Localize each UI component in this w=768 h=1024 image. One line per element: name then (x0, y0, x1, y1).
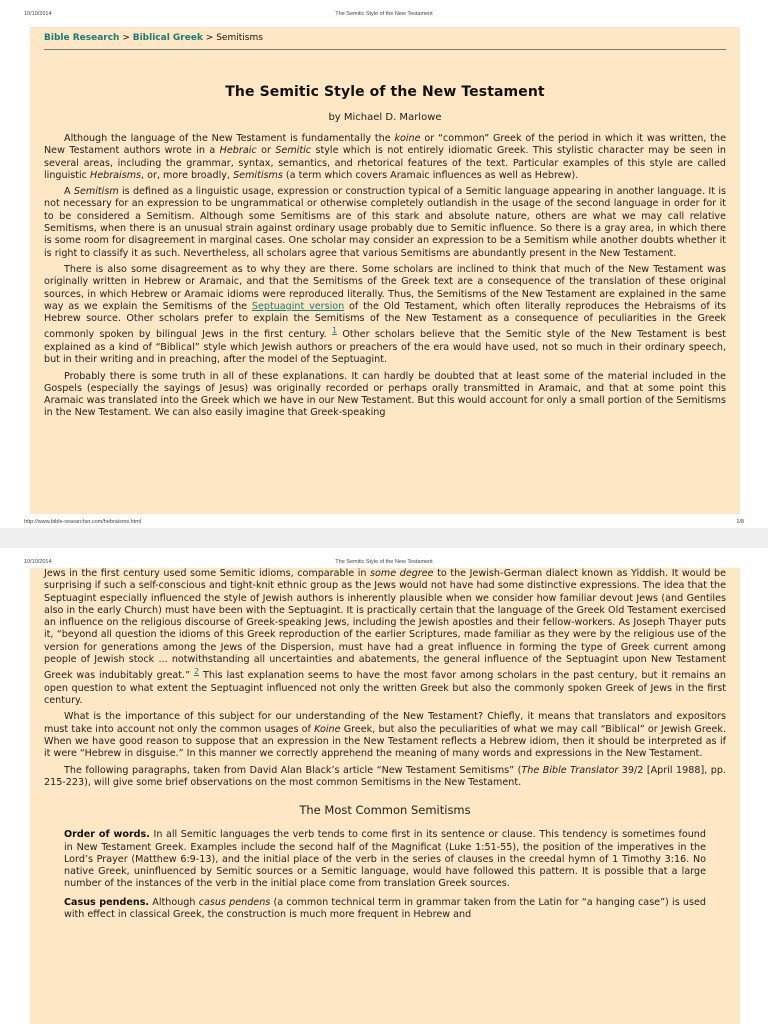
breadcrumb-current: Semitisms (216, 33, 263, 43)
paragraph-4-continued: Jews in the first century used some Semitic idioms, comparable in some degree to the Jewish-German dialect known as Yiddish. It would be surprising if such a self-conscious and tight-knit ethnic group as the Jews would not have had some distinctive expressions. The idea that the Septuagint especially influenced the style of Jewish authors is inherently plausible when we consider how familiar devout Jews (and Gentiles also in the early Church) must have been with the Septuagint. It is practically certain that the language of the Greek Old Testament exercised an influence on the religious discourse of Greek-speaking Jews, including the Jewish apostles and their fellow-workers. As Joseph Thayer puts it, “beyond all question the idioms of this Greek reproduction of the earlier Scriptures, made familiar as they were by the religious use of the version for generations among the Jews of the Dispersion, must have had a great influence in forming the type of Greek current among people of Jewish stock ... notwithstanding all uncertainties and abatements, the general influence of the Septuagint upon New Testament Greek was indubitably great.” $^2$ This last explanation seems to have the most favor among scholars in the past century, but it remains an open question to what extent the Septuagint influenced not only the written Greek but also the commonly spoken Greek of Jews in the first century. (44, 568, 727, 707)
print-url: http://www.bible-researcher.com/hebraisms.html (24, 519, 142, 525)
article-page-continued (30, 568, 740, 1024)
paragraph-4: Probably there is some truth in all of these explanations. It can hardly be doubted that at least some of the material included in the Gospels (especially the sayings of Jesus) was originally recorded or perhaps orally transmitted in Aramaic, and that at some point this Aramaic was translated into the Greek which we have in our New Testament. But this would account for only a small portion of the Semitisms in the New Testament. We can also easily imagine that Greek-speaking (44, 370, 726, 419)
paragraph-3: There is also some disagreement as to why they are there. Some scholars are inclined to think that much of the New Testament was originally written in Hebrew or Aramaic, and that the Semitisms of the Greek text are a consequence of the translation of these original sources, in which Hebrew or Aramaic idioms were reproduced literally. Thus, the Semitisms of the New Testament are explained in the same way as we explain the Semitisms of the Septuagint version of the Old Testament, which often literally reproduces the Hebraisms of its Hebrew source. Other scholars prefer to explain the Semitisms of the New Testament as a consequence of peculiarities in the Greek commonly spoken by bilingual Jews in the first century. $^1$ Other scholars believe that the Semitic style of the New Testament is best explained as a kind of “Biblical” style which Jewish authors or preachers of the era would have used, not so much in their ordinary speech, but in their writing and in preaching, after the model of the Septuagint. (44, 263, 727, 366)
footnote-1-link[interactable]: 1 (331, 326, 338, 336)
article-title: The Semitic Style of the New Testament (225, 84, 545, 100)
print-title: The Semitic Style of the New Testament (335, 559, 433, 565)
print-title: The Semitic Style of the New Testament (335, 11, 433, 17)
print-page-number: 1/8 (736, 519, 744, 525)
entry-casus-pendens: Casus pendens. Although casus pendens (a common technical term in grammar taken from the Latin for “a hanging case”) is used with effect in classical Greek, the construction is much more frequent in Hebrew and (64, 896, 706, 921)
print-header (0, 11, 768, 23)
print-date: 10/10/2014 (24, 11, 52, 17)
paragraph-5: What is the importance of this subject for our understanding of the New Testament? Chiefly, it means that translators and expositors must take into account not only the common usages of Koine Greek, but also the peculiarities of what we may call “Biblical” or Jewish Greek. When we have good reason to suppose that an expression in the New Testament reflects a Hebrew idiom, then it should be interpreted as if it were “Hebrew in disguise.” In this manner we correctly apprehend the meaning of many words and expressions in the New Testament. (44, 711, 726, 760)
septuagint-link[interactable]: Septuagint version (251, 300, 345, 312)
byline: by Michael D. Marlowe (328, 112, 442, 123)
print-date: 10/10/2014 (24, 559, 52, 565)
entry-order-of-words: Order of words. In all Semitic languages the verb tends to come first in its sentence or clause. This tendency is sometimes found in New Testament Greek. Examples include the second half of the Magnificat (Luke 1:51-55), the position of the imperatives in the Lord’s Prayer (Matthew 6:9-13), and the initial place of the verb in the series of clauses in the creedal hymn of 1 Timothy 3:16. No native Greek, uninfluenced by Semitic sources or a Semitic language, would have followed this pattern. It is possible that a large number of the instances of the verb in the initial place come from translation Greek sources. (64, 829, 706, 890)
pdf-page-2 (0, 548, 768, 1024)
breadcrumb-biblical-greek[interactable]: Biblical Greek (132, 33, 203, 43)
section-title: The Most Common Semitisms (299, 803, 471, 818)
print-footer (0, 519, 768, 531)
paragraph-1: Although the language of the New Testament is fundamentally the koine or “common” Greek of the period in which it was written, the New Testament authors wrote in a Hebraic or Semitic style which is not entirely idiomatic Greek. This stylistic character may be seen in several areas, including the grammar, syntax, semantics, and rhetorical features of the text. Particular examples of this style are called linguistic Hebraisms, or, more broadly, Semitisms (a term which covers Aramaic influences as well as Hebrew). (44, 133, 726, 181)
footnote-2-link[interactable]: 2 (193, 667, 200, 677)
breadcrumb: Bible Research > Biblical Greek > Semitisms (44, 33, 263, 43)
breadcrumb-bible-research[interactable]: Bible Research (44, 33, 120, 43)
paragraph-6: The following paragraphs, taken from David Alan Black’s article “New Testament Semitisms” (The Bible Translator 39/2 [April 1988], pp. 215-223), will give some brief observations on the most common Semitisms in the New Testament. (44, 764, 726, 788)
header-divider (44, 49, 726, 50)
paragraph-2: A Semitism is defined as a linguistic usage, expression or construction typical of a Semitic language appearing in another language. It is not necessary for an expression to be ungrammatical or otherwise completely outlandish in the usage of the second language in order for it to be considered a Semitism. Although some Semitisms are of this stark and absolute nature, others are what we may call relative Semitisms, when there is an unusual strain against ordinary usage probably due to Semitic influence. So there is a gray area, in which there is some room for disagreement in marginal cases. One scholar may consider an expression to be a Semitism while another doubts whether it is right to classify it as such. Nevertheless, all scholars agree that various Semitisms are abundantly present in the New Testament. (44, 186, 726, 259)
article-page (30, 27, 740, 514)
